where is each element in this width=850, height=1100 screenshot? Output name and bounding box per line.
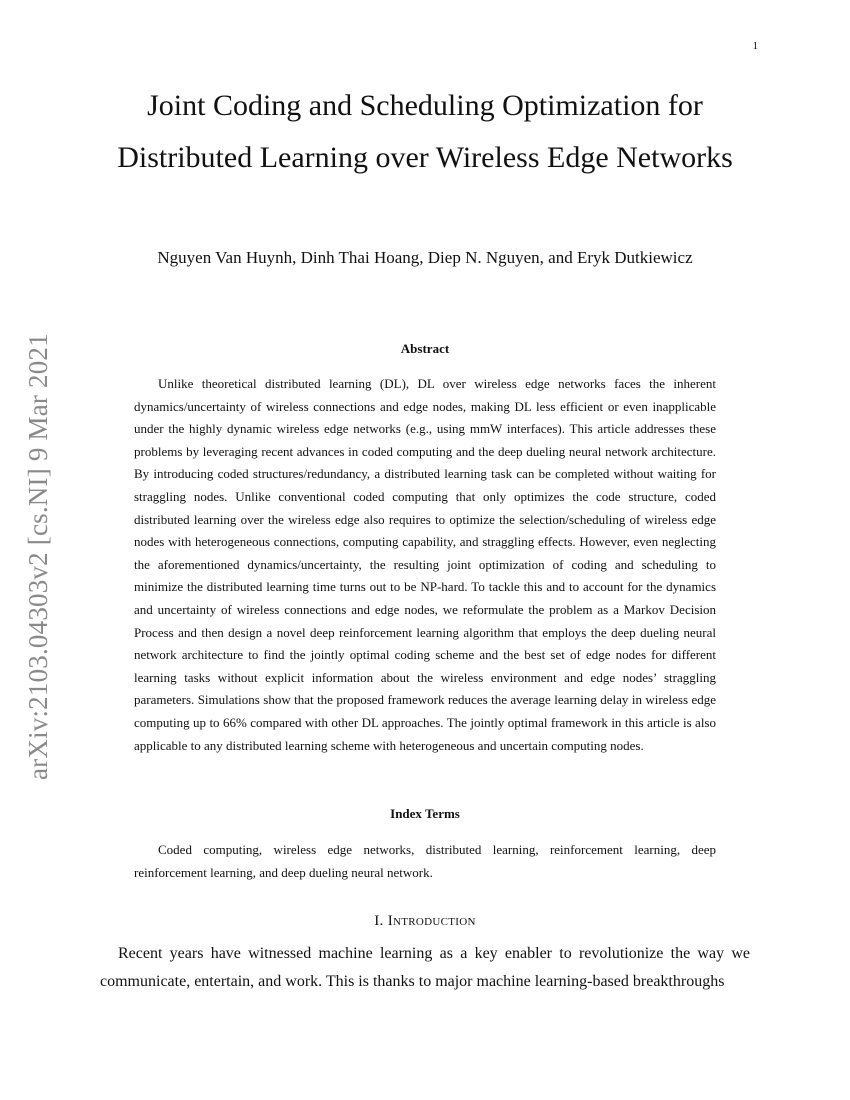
paper-authors: Nguyen Van Huynh, Dinh Thai Hoang, Diep N. Nguyen, and Eryk Dutkiewicz <box>157 248 693 267</box>
introduction-body: Recent years have witnessed machine learning as a key enabler to revolutionize the way we communicate, entertain, and work. This is thanks to major machine learning-based breakthroughs <box>100 945 750 990</box>
arxiv-identifier: arXiv:2103.04303v2 [cs.NI] 9 Mar 2021 <box>23 333 53 780</box>
section-heading-introduction <box>0 913 850 930</box>
abstract-heading: Abstract <box>400 341 450 356</box>
section-numeral: I. <box>374 913 384 929</box>
index-terms-heading: Index Terms <box>390 806 460 821</box>
paper-title: Joint Coding and Scheduling Optimization for Distributed Learning over Wireless Edge Networks <box>117 89 733 174</box>
abstract-body: Unlike theoretical distributed learning (DL), DL over wireless edge networks faces the inherent dynamics/uncertainty of wireless connections and edge nodes, making DL less efficient or even inapplicable under the highly dynamic wireless edge networks (e.g., using mmW interfaces). This article addresses these problems by leveraging recent advances in coded computing and the deep dueling neural network architecture. By introducing coded structures/redundancy, a distributed learning task can be completed without waiting for straggling nodes. Unlike conventional coded computing that only optimizes the code structure, coded distributed learning over the wireless edge also requires to optimize the selection/scheduling of wireless edge nodes with heterogeneous connections, computing capability, and straggling effects. However, even neglecting the aforementioned dynamics/uncertainty, the resulting joint optimization of coding and scheduling to minimize the distributed learning time turns out to be NP-hard. To tackle this and to account for the dynamics and uncertainty of wireless connections and edge nodes, we reformulate the problem as a Markov Decision Process and then design a novel deep reinforcement learning algorithm that employs the deep dueling neural network architecture to find the jointly optimal coding scheme and the best set of edge nodes for different learning tasks without explicit information about the wireless environment and edge nodes’ straggling parameters. Simulations show that the proposed framework reduces the average learning delay in wireless edge computing up to 66% compared with other DL approaches. The jointly optimal framework in this article is also applicable to any distributed learning scheme with heterogeneous and uncertain computing nodes. <box>134 376 716 753</box>
index-terms-body: Coded computing, wireless edge networks, distributed learning, reinforcement learning, deep reinforcement learning, and deep dueling neural network. <box>134 842 716 880</box>
section-title: Introduction <box>387 913 476 929</box>
page-number: 1 <box>752 40 758 52</box>
